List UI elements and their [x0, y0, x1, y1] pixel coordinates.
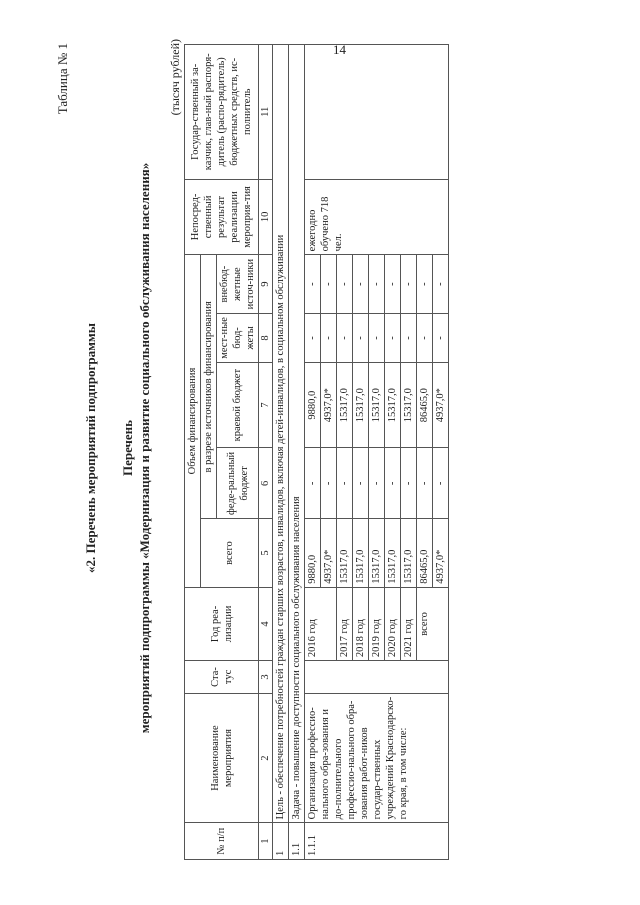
table-row	[305, 45, 321, 860]
header-regional: краевой бюджет	[217, 362, 259, 448]
col-number: 6	[259, 448, 273, 519]
cell-total: 15317,0	[369, 519, 385, 587]
cell-total: 15317,0	[337, 519, 353, 587]
cell-regional: 9880,0	[305, 362, 321, 448]
cell-total: 15317,0	[353, 519, 369, 587]
header-name: Наименование мероприятия	[185, 693, 259, 823]
cell-federal: -	[337, 448, 353, 519]
cell-local: -	[353, 313, 369, 362]
table-label: Таблица № 1	[55, 43, 70, 115]
col-number: 2	[259, 693, 273, 823]
cell-local: -	[321, 313, 337, 362]
goal-num: 1	[273, 823, 289, 860]
measure-num: 1.1.1	[305, 823, 449, 860]
cell-extra: -	[353, 255, 369, 314]
col-number: 8	[259, 313, 273, 362]
cell-extra: -	[305, 255, 321, 314]
section-title: «2. Перечень мероприятий подпрограммы	[83, 323, 98, 573]
measure-customer	[305, 45, 449, 180]
cell-federal: -	[321, 448, 337, 519]
measure-name: Организация профессио-нального обра-зования и до-полнительного профессио-нального обра-зования работ-ников государ-ственных учреждений Краснодарско-го края, в том числе:	[305, 693, 449, 823]
cell-local: -	[433, 313, 449, 362]
header-extra: внебюд-жетные источ-ники	[217, 255, 259, 314]
rotated-content	[55, 33, 615, 863]
cell-local: -	[417, 313, 433, 362]
col-number: 4	[259, 587, 273, 660]
header-funding: Объем финансирования	[185, 255, 201, 587]
cell-extra: -	[337, 255, 353, 314]
cell-extra: -	[321, 255, 337, 314]
col-number: 9	[259, 255, 273, 314]
column-numbers-row	[259, 45, 273, 860]
cell-extra: -	[369, 255, 385, 314]
cell-local: -	[337, 313, 353, 362]
year-cell: 2016 год	[305, 587, 337, 660]
cell-extra: -	[401, 255, 417, 314]
cell-local: -	[305, 313, 321, 362]
cell-regional: 4937,0*	[321, 362, 337, 448]
year-cell: 2020 год	[385, 587, 401, 660]
cell-extra: -	[385, 255, 401, 314]
page-number: 14	[333, 42, 346, 57]
header-customer: Государ-ственный за-казчик, глав-ный распоря-дитель (распо-рядитель) бюджетных средств, ис-полнитель	[185, 45, 259, 180]
cell-local: -	[385, 313, 401, 362]
header-row-1	[185, 45, 201, 860]
task-text: Задача - повышение доступности социального обслуживания населения	[289, 45, 305, 823]
cell-regional: 15317,0	[385, 362, 401, 448]
cell-regional: 4937,0*	[433, 362, 449, 448]
title-line-1: Перечень	[120, 419, 135, 477]
goal-text: Цель - обеспечение потребностей граждан старших возрастов, инвалидов, включая детей-инвалидов, в социальном обслуживании	[273, 45, 289, 823]
task-num: 1.1	[289, 823, 305, 860]
cell-regional: 15317,0	[337, 362, 353, 448]
col-number: 10	[259, 179, 273, 255]
header-num: № п/п	[185, 823, 259, 860]
col-number: 7	[259, 362, 273, 448]
year-cell: 2021 год	[401, 587, 417, 660]
cell-regional: 15317,0	[401, 362, 417, 448]
cell-total: 4937,0*	[433, 519, 449, 587]
header-status: Ста-тус	[185, 661, 259, 694]
cell-extra: -	[417, 255, 433, 314]
cell-total: 4937,0*	[321, 519, 337, 587]
col-number: 5	[259, 519, 273, 587]
header-local: мест-ные бюд-жеты	[217, 313, 259, 362]
cell-federal: -	[353, 448, 369, 519]
cell-federal: -	[401, 448, 417, 519]
header-year: Год реа-лизации	[185, 587, 259, 660]
cell-regional: 15317,0	[369, 362, 385, 448]
unit-label: (тысяч рублей)	[168, 39, 182, 116]
cell-extra: -	[433, 255, 449, 314]
measure-result: ежегодно обучено 718 чел.	[305, 179, 449, 255]
year-cell: 2018 год	[353, 587, 369, 660]
header-federal: феде-ральный бюджет	[217, 448, 259, 519]
header-by-source: в разрезе источников финансирования	[201, 255, 217, 519]
cell-federal: -	[385, 448, 401, 519]
measures-table	[184, 44, 449, 860]
header-result: Непосред-ственный результат реализации мероприя-тия	[185, 179, 259, 255]
cell-federal: -	[369, 448, 385, 519]
col-number: 3	[259, 661, 273, 694]
cell-total: 15317,0	[385, 519, 401, 587]
cell-regional: 86465,0	[417, 362, 433, 448]
measure-status	[305, 661, 449, 694]
goal-row	[273, 45, 289, 860]
cell-local: -	[369, 313, 385, 362]
cell-regional: 15317,0	[353, 362, 369, 448]
header-total: всего	[201, 519, 259, 587]
title-line-2: мероприятий подпрограммы «Модернизация и развитие социального обслуживания населения»	[137, 162, 152, 734]
col-number: 1	[259, 823, 273, 860]
cell-federal: -	[305, 448, 321, 519]
cell-total: 15317,0	[401, 519, 417, 587]
cell-total: 86465,0	[417, 519, 433, 587]
year-cell: 2019 год	[369, 587, 385, 660]
task-row	[289, 45, 305, 860]
col-number: 11	[259, 45, 273, 180]
cell-federal: -	[433, 448, 449, 519]
year-cell: всего	[417, 587, 449, 660]
cell-total: 9880,0	[305, 519, 321, 587]
cell-federal: -	[417, 448, 433, 519]
measure-rows	[305, 45, 449, 860]
cell-local: -	[401, 313, 417, 362]
year-cell: 2017 год	[337, 587, 353, 660]
